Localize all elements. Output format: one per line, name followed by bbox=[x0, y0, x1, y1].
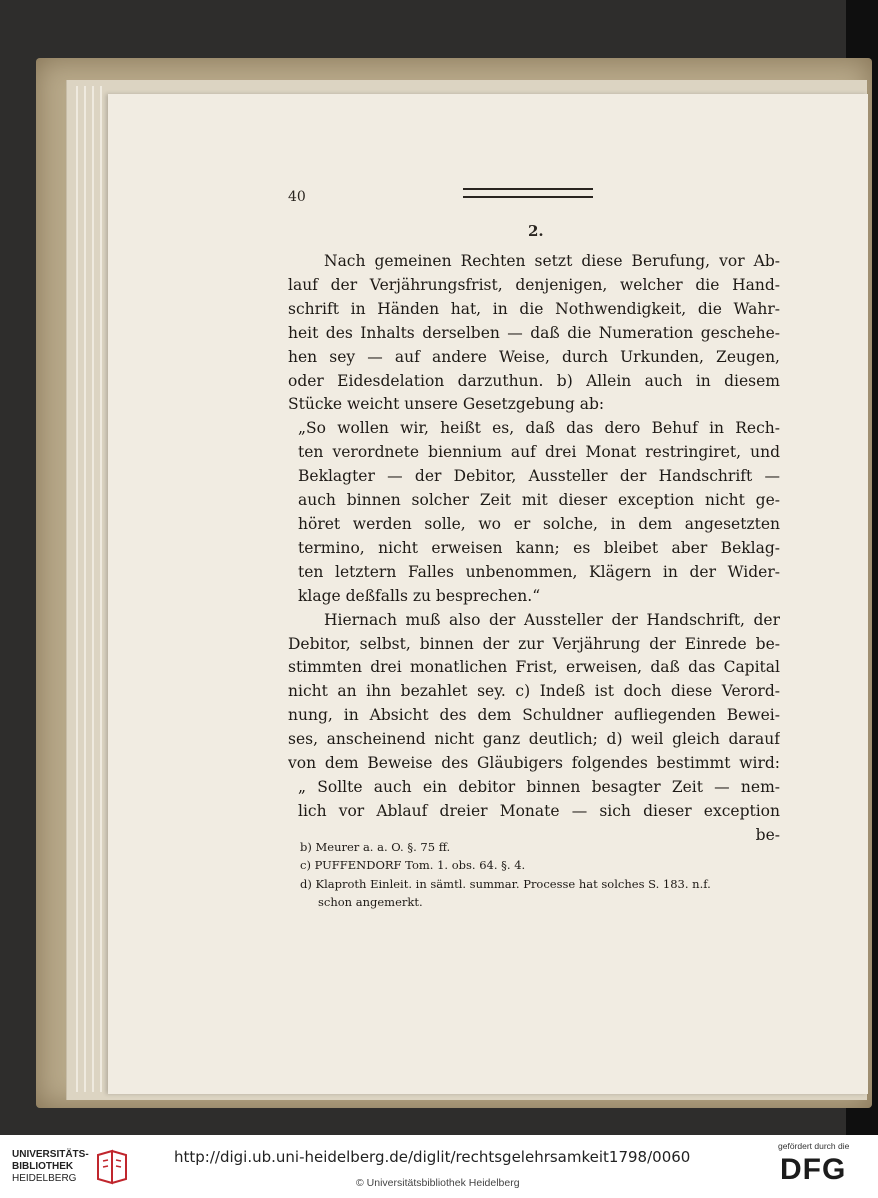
text-line: heit des Inhalts derselben — daß die Numeration geschehe- bbox=[288, 323, 780, 342]
funding-caption: gefördert durch die bbox=[778, 1141, 850, 1151]
text-line: Nach gemeinen Rechten setzt diese Berufung, vor Ab- bbox=[324, 252, 780, 270]
footnotes bbox=[300, 838, 780, 912]
library-name-line: UNIVERSITÄTS- bbox=[12, 1149, 89, 1160]
catchword: be- bbox=[755, 825, 780, 844]
dfg-logo[interactable]: DFG bbox=[780, 1153, 847, 1186]
page-number: 40 bbox=[288, 189, 306, 205]
text-line: stimmten drei monatlichen Frist, erweisen, daß das Capital bbox=[288, 658, 780, 677]
page-edge bbox=[84, 86, 86, 1092]
text-line: schrift in Händen hat, in die Nothwendigkeit, die Wahr- bbox=[288, 299, 780, 318]
quote-line: höret werden solle, wo er solche, in dem angesetzten bbox=[298, 514, 780, 533]
page-edge bbox=[100, 86, 102, 1092]
library-name bbox=[12, 1149, 89, 1185]
library-emblem-icon bbox=[94, 1149, 130, 1187]
text-line: Stücke weicht unsere Gesetzgebung ab: bbox=[288, 395, 605, 414]
quote-line: lich vor Ablauf dreier Monate — sich dieser exception bbox=[298, 801, 780, 820]
text-line: von dem Beweise des Gläubigers folgendes bestimmt wird: bbox=[288, 754, 780, 773]
text-line: oder Eidesdelation darzuthun. b) Allein auch in diesem bbox=[288, 371, 780, 390]
quote-line: „ Sollte auch ein debitor binnen besagter Zeit — nem- bbox=[298, 777, 780, 796]
footnote-c: c) PUFFENDORF Tom. 1. obs. 64. §. 4. bbox=[300, 858, 526, 873]
footnote-b: b) Meurer a. a. O. §. 75 ff. bbox=[300, 840, 451, 854]
text-line: ses, anscheinend nicht ganz deutlich; d) weil gleich darauf bbox=[288, 730, 780, 749]
footnote-d: d) Klaproth Einleit. in sämtl. summar. Processe hat solches S. 183. n.f. bbox=[300, 876, 711, 891]
quote-line: auch binnen solcher Zeit mit dieser exception nicht ge- bbox=[298, 491, 780, 510]
body-text bbox=[288, 250, 780, 848]
section-number: 2. bbox=[528, 222, 544, 240]
header-rule bbox=[463, 188, 593, 198]
university-library-logo[interactable] bbox=[12, 1149, 152, 1189]
text-line: Debitor, selbst, binnen der zur Verjährung der Einrede be- bbox=[288, 634, 780, 653]
footnote-d-continued: schon angemerkt. bbox=[318, 895, 423, 910]
library-name-line: BIBLIOTHEK bbox=[12, 1161, 74, 1172]
page-edge bbox=[92, 86, 94, 1092]
page-edge bbox=[76, 86, 78, 1092]
quote-line: ten letztern Falles unbenommen, Klägern in der Wider- bbox=[298, 562, 780, 581]
text-line: nicht an ihn bezahlet sey. c) Indeß ist doch diese Verord- bbox=[288, 682, 780, 701]
copyright-notice: © Universitätsbibliothek Heidelberg bbox=[356, 1177, 520, 1189]
library-name-line: HEIDELBERG bbox=[12, 1173, 77, 1184]
text-line: Hiernach muß also der Aussteller der Handschrift, der bbox=[324, 610, 780, 629]
viewer-footer bbox=[0, 1135, 878, 1198]
quote-line: „So wollen wir, heißt es, daß das dero Behuf in Rech- bbox=[298, 419, 780, 438]
quote-line: termino, nicht erweisen kann; es bleibet aber Beklag- bbox=[298, 538, 780, 557]
quote-line: Beklagter — der Debitor, Aussteller der Handschrift — bbox=[298, 467, 780, 486]
text-line: hen sey — auf andere Weise, durch Urkunden, Zeugen, bbox=[288, 347, 780, 366]
permalink-url[interactable]: http://digi.ub.uni-heidelberg.de/diglit/rechtsgelehrsamkeit1798/0060 bbox=[174, 1148, 691, 1166]
text-line: lauf der Verjährungsfrist, denjenigen, welcher die Hand- bbox=[288, 275, 780, 294]
quote-line: klage deßfalls zu besprechen.“ bbox=[298, 586, 541, 605]
quote-line: ten verordnete biennium auf drei Monat restringiret, und bbox=[298, 443, 780, 462]
text-line: nung, in Absicht des dem Schuldner aufliegenden Bewei- bbox=[288, 706, 780, 725]
